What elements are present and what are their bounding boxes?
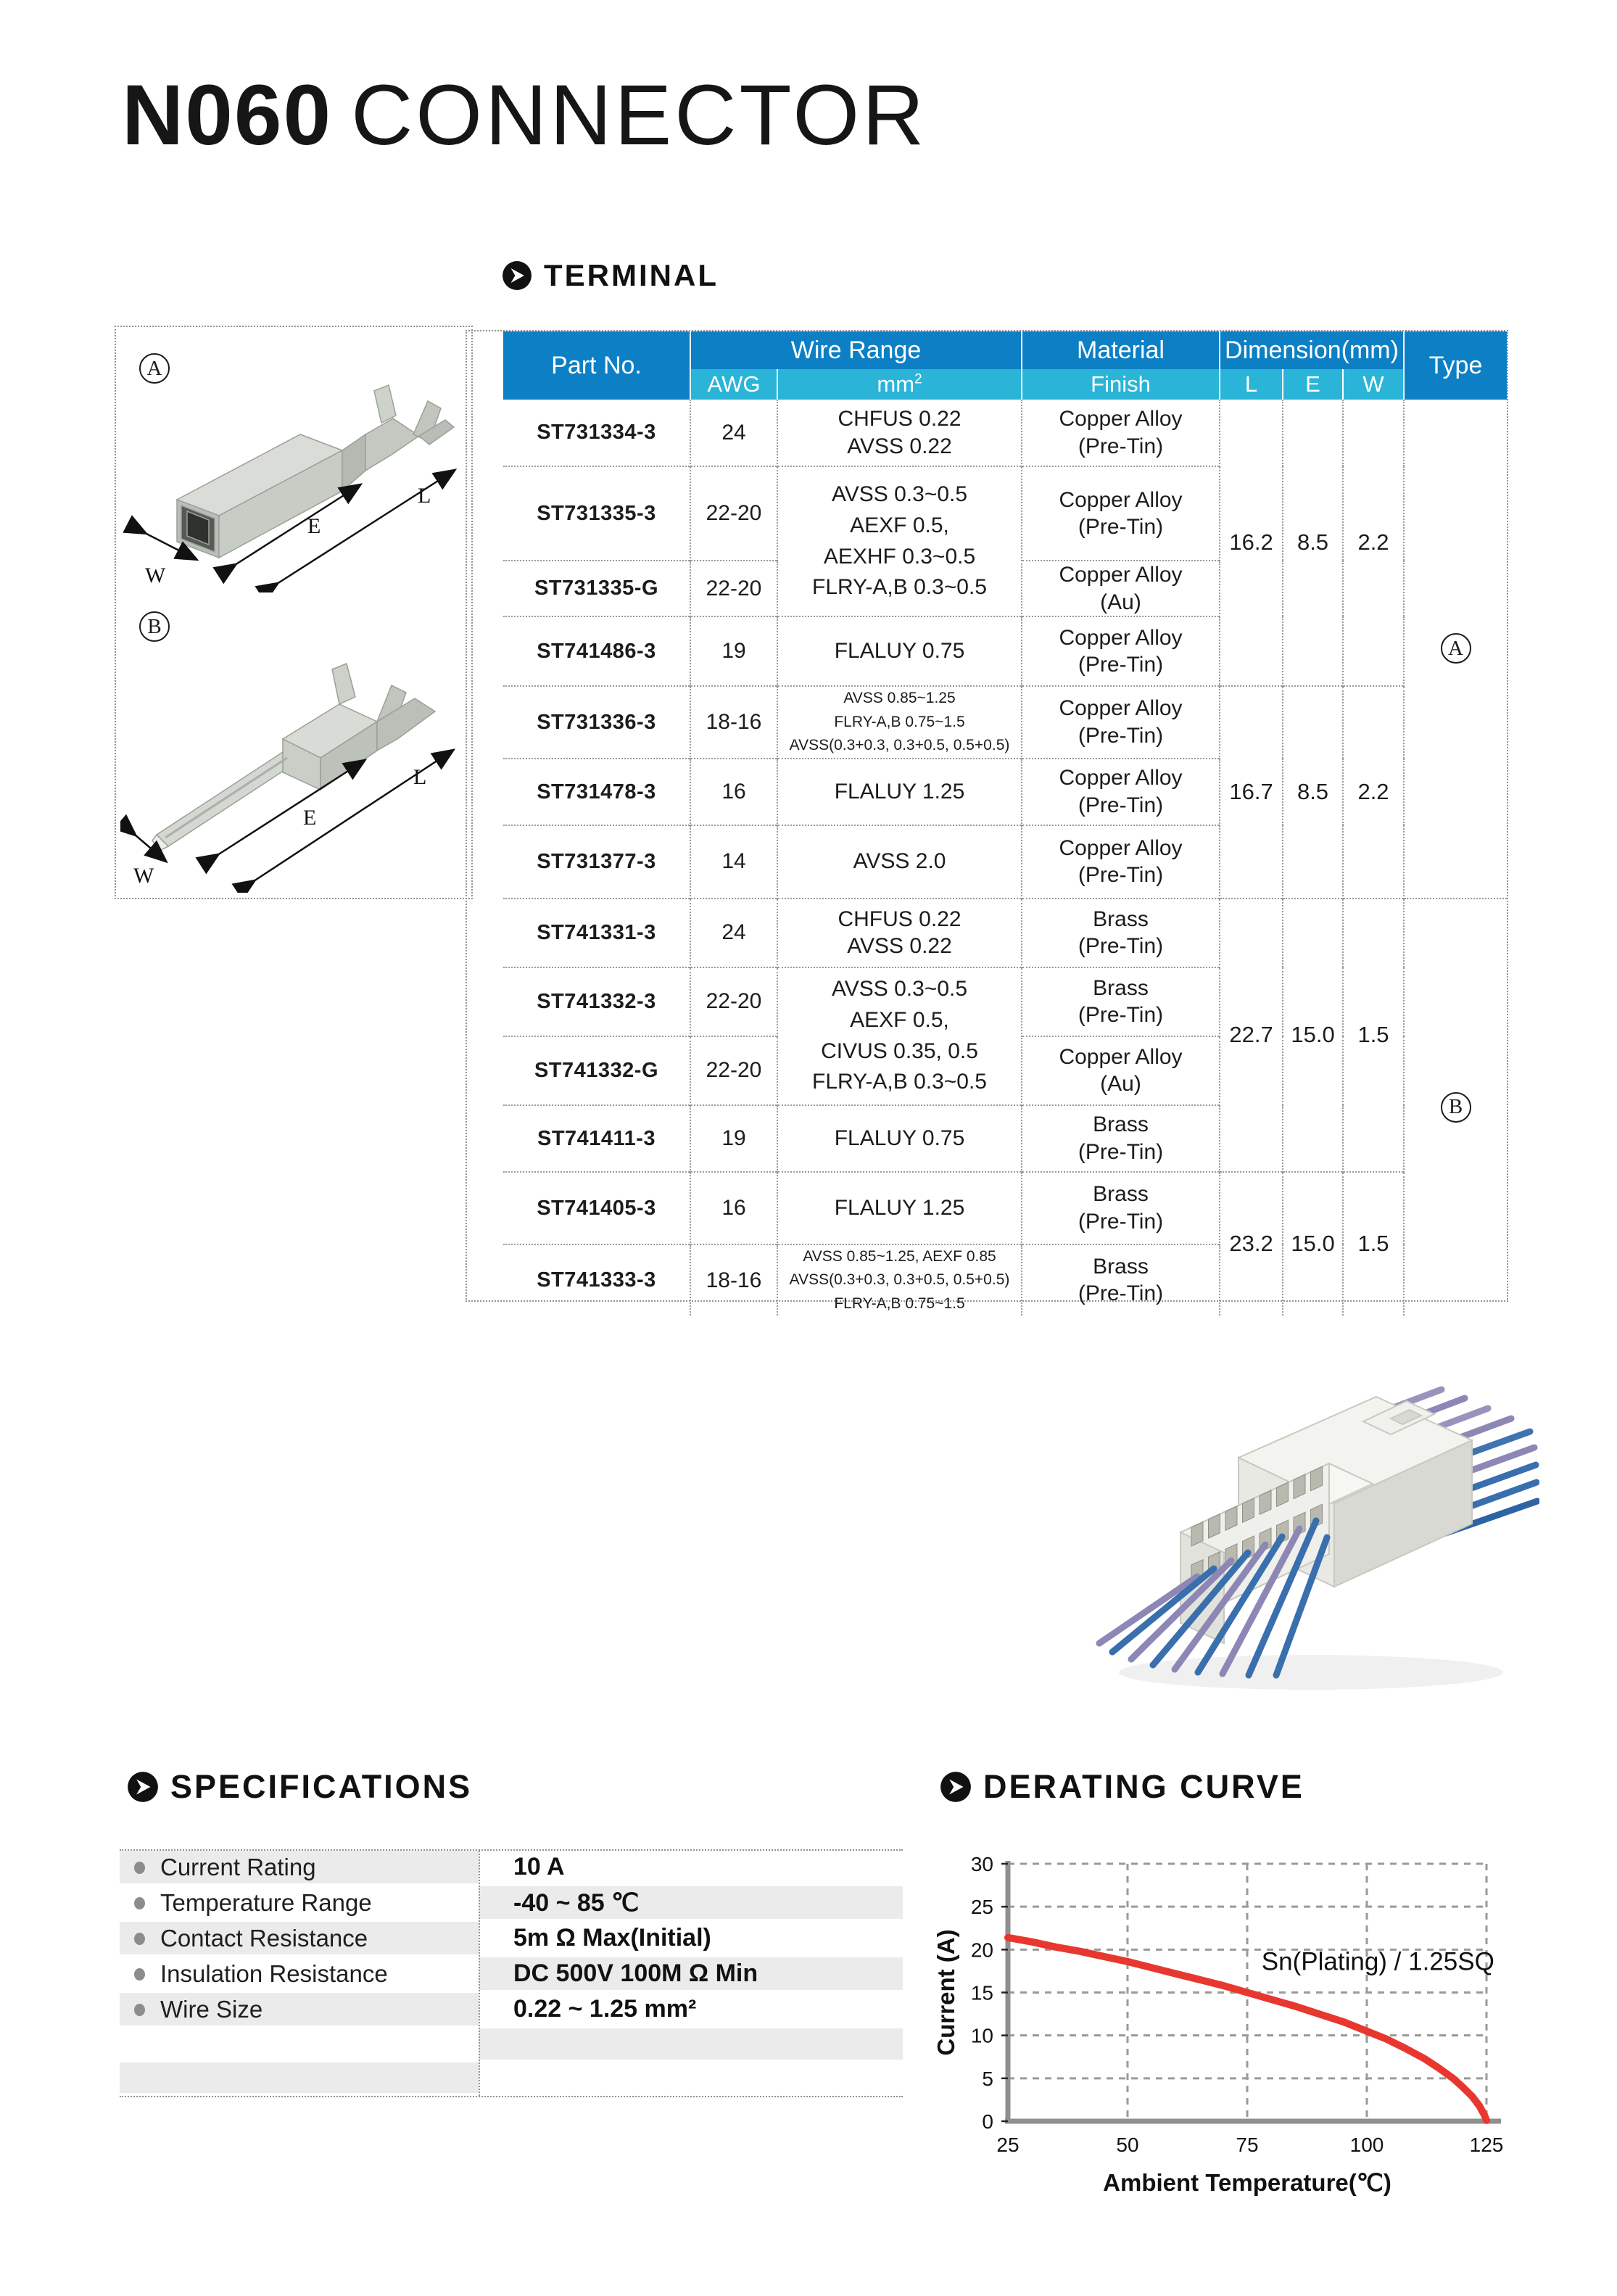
svg-text:30: 30 (970, 1853, 993, 1875)
awg-cell: 16 (690, 1172, 777, 1244)
spec-row (120, 1993, 903, 2028)
spec-value: 0.22 ~ 1.25 mm² (479, 1993, 903, 2028)
section-arrow-icon (127, 1771, 159, 1803)
section-arrow-icon (940, 1771, 972, 1803)
wire-range-cell: FLALUY 0.75 (777, 616, 1022, 686)
dim-l-label-a: L (418, 484, 431, 508)
part-no-cell: ST731334-3 (503, 400, 690, 466)
wire-range-cell: FLALUY 1.25 (777, 1172, 1022, 1244)
svg-text:Ambient Temperature(℃): Ambient Temperature(℃) (1103, 2169, 1391, 2196)
awg-cell: 22-20 (690, 967, 777, 1036)
svg-text:0: 0 (982, 2110, 993, 2133)
spec-label: Contact Resistance (120, 1922, 479, 1957)
col-header-dim-w: W (1343, 369, 1404, 400)
spec-value (479, 2062, 903, 2096)
dim-l-cell: 22.7 (1220, 899, 1283, 1172)
svg-text:25: 25 (996, 2134, 1020, 2156)
svg-text:10: 10 (970, 2024, 993, 2047)
spec-label: Temperature Range (120, 1886, 479, 1922)
part-no-cell: ST741411-3 (503, 1105, 690, 1172)
specifications-table (120, 1849, 903, 2097)
derating-section-title: DERATING CURVE (983, 1768, 1304, 1805)
terminal-a-photo (120, 349, 467, 592)
bullet-icon (134, 1968, 145, 1981)
part-no-cell: ST731336-3 (503, 686, 690, 759)
terminal-table-wrapper (466, 330, 1508, 1312)
spec-value (479, 2028, 903, 2062)
svg-text:100: 100 (1349, 2134, 1384, 2156)
specifications-section-heading (127, 1768, 472, 1806)
terminal-photo-box (115, 326, 473, 899)
svg-text:5: 5 (982, 2067, 993, 2090)
wire-range-cell: CHFUS 0.22 AVSS 0.22 (777, 400, 1022, 466)
svg-text:75: 75 (1236, 2134, 1259, 2156)
table-row (503, 686, 1507, 759)
terminal-section-title: TERMINAL (544, 258, 719, 292)
table-row (503, 899, 1507, 967)
svg-text:15: 15 (970, 1981, 993, 2004)
dim-l-cell: 23.2 (1220, 1172, 1283, 1316)
dim-w-cell: 1.5 (1343, 899, 1404, 1172)
part-no-cell: ST731377-3 (503, 825, 690, 899)
awg-cell: 22-20 (690, 466, 777, 561)
table-row (503, 1172, 1507, 1244)
table-header-row-main (503, 331, 1507, 369)
wire-range-cell: AVSS 0.85~1.25 FLRY-A,B 0.75~1.5 AVSS(0.3+0.3, 0.3+0.5, 0.5+0.5) (777, 686, 1022, 759)
col-header-mm2: $mm^2$ (777, 369, 1022, 400)
wire-range-cell: FLALUY 0.75 (777, 1105, 1022, 1172)
wire-range-cell: AVSS 0.85~1.25, AEXF 0.85 AVSS(0.3+0.3, 0.3+0.5, 0.5+0.5) FLRY-A,B 0.75~1.5 (777, 1244, 1022, 1316)
type-cell: B (1404, 899, 1507, 1316)
wire-range-cell: AVSS 0.3~0.5 AEXF 0.5, AEXHF 0.3~0.5 FLRY-A,B 0.3~0.5 (777, 466, 1022, 616)
col-header-material: Material (1022, 331, 1220, 369)
wire-range-cell: CHFUS 0.22 AVSS 0.22 (777, 899, 1022, 967)
dim-w-label-a: W (145, 563, 166, 587)
dim-l-cell: 16.7 (1220, 686, 1283, 899)
bullet-icon (134, 1862, 145, 1874)
part-no-cell: ST731478-3 (503, 759, 690, 825)
material-cell: Brass (Pre-Tin) (1022, 1105, 1220, 1172)
dim-e-label-a: E (307, 514, 321, 538)
spec-row-empty (120, 2028, 903, 2062)
part-no-cell: ST741332-G (503, 1036, 690, 1105)
spec-row (120, 1922, 903, 1957)
spec-label: Insulation Resistance (120, 1957, 479, 1993)
spec-value: 10 A (479, 1851, 903, 1886)
part-no-cell: ST741405-3 (503, 1172, 690, 1244)
part-no-cell: ST731335-G (503, 561, 690, 616)
dim-e-cell: 8.5 (1283, 686, 1343, 899)
product-type: CONNECTOR (351, 67, 927, 163)
bullet-icon (134, 1933, 145, 1945)
spec-label: Current Rating (120, 1851, 479, 1886)
awg-cell: 24 (690, 899, 777, 967)
svg-text:Sn(Plating) / 1.25SQ: Sn(Plating) / 1.25SQ (1261, 1947, 1494, 1976)
material-cell: Brass (Pre-Tin) (1022, 1244, 1220, 1316)
spec-row (120, 1957, 903, 1993)
awg-cell: 14 (690, 825, 777, 899)
specifications-section-title: SPECIFICATIONS (170, 1768, 473, 1805)
material-cell: Copper Alloy (Pre-Tin) (1022, 686, 1220, 759)
svg-text:125: 125 (1469, 2134, 1504, 2156)
col-header-dimension: Dimension(mm) (1220, 331, 1404, 369)
wire-range-cell: AVSS 2.0 (777, 825, 1022, 899)
col-header-dim-l: L (1220, 369, 1283, 400)
type-b-label: B (139, 611, 170, 642)
svg-text:25: 25 (970, 1896, 993, 1919)
awg-cell: 19 (690, 616, 777, 686)
part-no-cell: ST741333-3 (503, 1244, 690, 1316)
terminal-section-heading (502, 258, 719, 293)
svg-text:Current (A): Current (A) (932, 1929, 959, 2056)
part-no-cell: ST741331-3 (503, 899, 690, 967)
awg-cell: 16 (690, 759, 777, 825)
wire-range-cell: FLALUY 1.25 (777, 759, 1022, 825)
derating-curve-chart (928, 1828, 1530, 2263)
spec-value: DC 500V 100M Ω Min (479, 1957, 903, 1993)
terminal-b-photo (120, 597, 467, 893)
part-no-cell: ST741332-3 (503, 967, 690, 1036)
dim-w-label-b: W (133, 864, 154, 888)
material-cell: Copper Alloy (Pre-Tin) (1022, 616, 1220, 686)
bullet-icon (134, 1897, 145, 1909)
awg-cell: 24 (690, 400, 777, 466)
dim-w-cell: 1.5 (1343, 1172, 1404, 1316)
table-row (503, 400, 1507, 466)
model-number: N060 (122, 67, 333, 163)
dim-l-label-b: L (413, 765, 427, 789)
material-cell: Copper Alloy (Au) (1022, 561, 1220, 616)
spec-label (120, 2028, 479, 2062)
terminal-table (503, 331, 1507, 1316)
material-cell: Copper Alloy (Pre-Tin) (1022, 825, 1220, 899)
spec-row (120, 1886, 903, 1922)
material-cell: Copper Alloy (Pre-Tin) (1022, 466, 1220, 561)
col-header-part-no: Part No. (503, 331, 690, 400)
derating-section-heading (940, 1768, 1304, 1806)
awg-cell: 18-16 (690, 686, 777, 759)
material-cell: Copper Alloy (Au) (1022, 1036, 1220, 1105)
type-cell: A (1404, 400, 1507, 899)
material-cell: Brass (Pre-Tin) (1022, 1172, 1220, 1244)
spec-value: 5m Ω Max(Initial) (479, 1922, 903, 1957)
section-arrow-icon (502, 260, 532, 291)
col-header-dim-e: E (1283, 369, 1343, 400)
dim-e-cell: 8.5 (1283, 400, 1343, 686)
dim-e-cell: 15.0 (1283, 1172, 1343, 1316)
material-cell: Copper Alloy (Pre-Tin) (1022, 400, 1220, 466)
dim-e-cell: 15.0 (1283, 899, 1343, 1172)
dim-w-cell: 2.2 (1343, 686, 1404, 899)
material-cell: Brass (Pre-Tin) (1022, 899, 1220, 967)
page-title (122, 67, 927, 165)
part-no-cell: ST731335-3 (503, 466, 690, 561)
awg-cell: 19 (690, 1105, 777, 1172)
dim-w-cell: 2.2 (1343, 400, 1404, 686)
col-header-awg: AWG (690, 369, 777, 400)
connector-photo (1086, 1347, 1539, 1696)
col-header-finish: Finish (1022, 369, 1220, 400)
dim-e-label-b: E (303, 806, 317, 830)
material-cell: Copper Alloy (Pre-Tin) (1022, 759, 1220, 825)
svg-text:50: 50 (1116, 2134, 1139, 2156)
col-header-type: Type (1404, 331, 1507, 400)
spec-column-divider (479, 1851, 480, 2096)
material-cell: Brass (Pre-Tin) (1022, 967, 1220, 1036)
dim-l-cell: 16.2 (1220, 400, 1283, 686)
wire-range-cell: AVSS 0.3~0.5 AEXF 0.5, CIVUS 0.35, 0.5 FLRY-A,B 0.3~0.5 (777, 967, 1022, 1105)
spec-label (120, 2062, 479, 2096)
spec-row (120, 1851, 903, 1886)
awg-cell: 18-16 (690, 1244, 777, 1316)
type-a-label: A (139, 353, 170, 384)
awg-cell: 22-20 (690, 1036, 777, 1105)
spec-row-empty (120, 2062, 903, 2096)
part-no-cell: ST741486-3 (503, 616, 690, 686)
awg-cell: 22-20 (690, 561, 777, 616)
svg-text:20: 20 (970, 1938, 993, 1962)
col-header-wire-range: Wire Range (690, 331, 1022, 369)
bullet-icon (134, 2004, 145, 2016)
spec-label: Wire Size (120, 1993, 479, 2028)
spec-value: -40 ~ 85 ℃ (479, 1886, 903, 1922)
